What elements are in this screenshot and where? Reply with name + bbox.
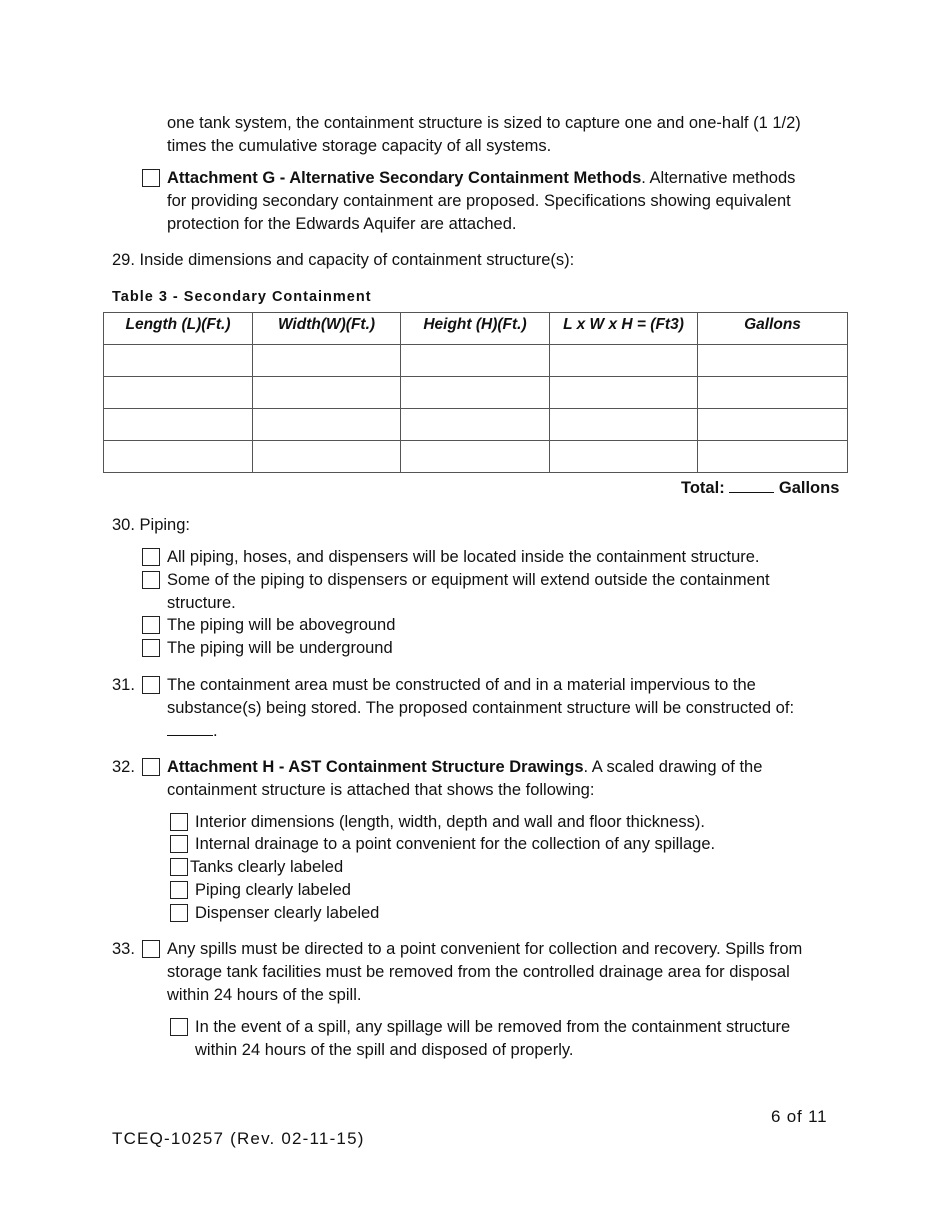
total-label: Total: xyxy=(681,479,725,497)
drawing-item: Dispenser clearly labeled xyxy=(195,904,380,922)
attachment-g-line-2: for providing secondary containment are proposed. Specifications showing equivalent xyxy=(167,192,791,210)
question-31-checkbox[interactable] xyxy=(142,676,160,694)
form-code: TCEQ-10257 (Rev. 02-11-15) xyxy=(112,1129,365,1148)
table-row xyxy=(104,345,848,377)
intro-line-2: times the cumulative storage capacity of all systems. xyxy=(167,137,552,155)
table-row xyxy=(104,441,848,473)
attachment-g-line-1 xyxy=(167,167,795,190)
table-cell[interactable] xyxy=(253,345,401,377)
piping-option-4: The piping will be underground xyxy=(167,639,393,657)
question-29: 29. Inside dimensions and capacity of containment structure(s): xyxy=(112,251,575,269)
question-31-period: . xyxy=(213,722,218,740)
piping-option-checkbox[interactable] xyxy=(142,571,160,589)
question-32-line-2: containment structure is attached that shows the following: xyxy=(167,781,595,799)
drawing-item: Internal drainage to a point convenient for the collection of any spillage. xyxy=(195,835,716,853)
table-cell[interactable] xyxy=(550,377,698,409)
question-31-number: 31. xyxy=(112,676,135,694)
header-width: Width(W)(Ft.) xyxy=(253,313,401,345)
drawing-item-checkbox[interactable] xyxy=(170,858,188,876)
piping-option-2: Some of the piping to dispensers or equipment will extend outside the containment xyxy=(167,571,770,589)
table-cell[interactable] xyxy=(253,377,401,409)
total-unit: Gallons xyxy=(778,479,840,497)
drawing-item-checkbox[interactable] xyxy=(170,881,188,899)
drawing-item-checkbox[interactable] xyxy=(170,904,188,922)
header-gallons: Gallons xyxy=(698,313,848,345)
table-cell[interactable] xyxy=(253,441,401,473)
attachment-g-line-1-rest: . Alternative methods xyxy=(641,169,796,187)
question-31-line-1: The containment area must be constructed of and in a material impervious to the xyxy=(167,676,756,694)
header-volume: L x W x H = (Ft3) xyxy=(550,313,698,345)
piping-option-checkbox[interactable] xyxy=(142,616,160,634)
spill-removal-line-1: In the event of a spill, any spillage will be removed from the containment structure xyxy=(195,1018,791,1036)
table-cell[interactable] xyxy=(104,377,253,409)
table-cell[interactable] xyxy=(401,441,550,473)
attachment-g-checkbox[interactable] xyxy=(142,169,160,187)
intro-line-1: one tank system, the containment structure is sized to capture one and one-half (1 1/2) xyxy=(167,114,801,132)
table-cell[interactable] xyxy=(698,441,848,473)
drawing-item: Interior dimensions (length, width, depth and wall and floor thickness). xyxy=(195,813,705,831)
table-cell[interactable] xyxy=(401,345,550,377)
table-cell[interactable] xyxy=(698,345,848,377)
piping-option-1: All piping, hoses, and dispensers will be located inside the containment structure. xyxy=(167,548,760,566)
drawing-item-checkbox[interactable] xyxy=(170,835,188,853)
secondary-containment-table xyxy=(103,312,848,473)
piping-option-checkbox[interactable] xyxy=(142,639,160,657)
total-row xyxy=(681,477,839,500)
table-cell[interactable] xyxy=(698,377,848,409)
question-32-line-1-rest: . A scaled drawing of the xyxy=(583,758,763,776)
header-length: Length (L)(Ft.) xyxy=(104,313,253,345)
attachment-h-title: Attachment H - AST Containment Structure Drawings xyxy=(167,758,584,776)
attachment-h-checkbox[interactable] xyxy=(142,758,160,776)
drawing-item: Tanks clearly labeled xyxy=(190,858,344,876)
table-cell[interactable] xyxy=(104,441,253,473)
question-33-number: 33. xyxy=(112,940,135,958)
table-header-row xyxy=(104,313,848,345)
question-33-line-3: within 24 hours of the spill. xyxy=(167,986,362,1004)
table-caption: Table 3 - Secondary Containment xyxy=(112,289,372,305)
header-height: Height (H)(Ft.) xyxy=(401,313,550,345)
table-cell[interactable] xyxy=(104,409,253,441)
table-cell[interactable] xyxy=(401,409,550,441)
table-cell[interactable] xyxy=(698,409,848,441)
question-32-number: 32. xyxy=(112,758,135,776)
table-cell[interactable] xyxy=(550,409,698,441)
question-33-line-1: Any spills must be directed to a point convenient for collection and recovery. Spills from xyxy=(167,940,803,958)
material-blank[interactable] xyxy=(167,721,213,736)
piping-option-2-cont: structure. xyxy=(167,594,236,612)
table-cell[interactable] xyxy=(550,441,698,473)
table-cell[interactable] xyxy=(550,345,698,377)
page-number: 6 of 11 xyxy=(771,1107,828,1126)
table-cell[interactable] xyxy=(401,377,550,409)
question-31-line-2: substance(s) being stored. The proposed containment structure will be constructed of: xyxy=(167,699,795,717)
drawing-item-checkbox[interactable] xyxy=(170,813,188,831)
question-32-line-1 xyxy=(167,756,762,779)
table-row xyxy=(104,409,848,441)
table-cell[interactable] xyxy=(104,345,253,377)
attachment-g-line-3: protection for the Edwards Aquifer are attached. xyxy=(167,215,517,233)
question-30-label: 30. Piping: xyxy=(112,516,190,534)
piping-option-checkbox[interactable] xyxy=(142,548,160,566)
question-33-checkbox[interactable] xyxy=(142,940,160,958)
piping-option-3: The piping will be aboveground xyxy=(167,616,396,634)
drawing-item: Piping clearly labeled xyxy=(195,881,351,899)
question-33-line-2: storage tank facilities must be removed from the controlled drainage area for disposal xyxy=(167,963,790,981)
table-cell[interactable] xyxy=(253,409,401,441)
attachment-g-title: Attachment G - Alternative Secondary Containment Methods xyxy=(167,169,642,187)
spill-removal-checkbox[interactable] xyxy=(170,1018,188,1036)
total-blank[interactable] xyxy=(729,478,774,493)
spill-removal-line-2: within 24 hours of the spill and disposed of properly. xyxy=(195,1041,574,1059)
table-row xyxy=(104,377,848,409)
question-31-line-3 xyxy=(167,720,218,743)
